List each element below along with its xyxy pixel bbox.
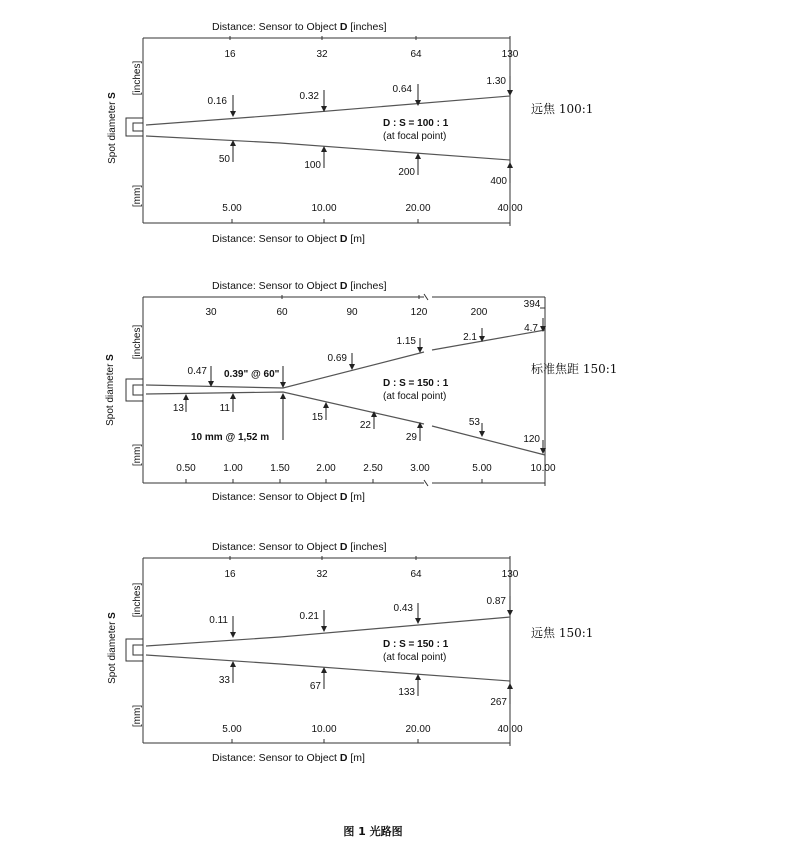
unit-mm-label: [mm] xyxy=(132,443,143,467)
upper-spot-label: 0.43 xyxy=(393,603,413,614)
upper-spot-label: 1.15 xyxy=(396,336,416,347)
upper-spot-label: 0.32 xyxy=(299,91,319,102)
lower-spot-label: 400 xyxy=(490,176,507,187)
focal-point-note: (at focal point) xyxy=(383,652,447,663)
inch-tick-label: 90 xyxy=(346,307,358,318)
unit-mm-label: [mm] xyxy=(132,704,143,728)
y-axis-label: Spot diameter S xyxy=(107,612,118,684)
diagram-frame xyxy=(143,297,545,486)
inch-tick-label: 394 xyxy=(523,299,541,310)
m-tick-label: 10.00 xyxy=(311,724,337,735)
diagram-frame xyxy=(143,556,510,746)
unit-inches-label: [inches] xyxy=(132,60,143,96)
m-tick-marks xyxy=(232,739,418,743)
figure-caption: 图 1 光路图 xyxy=(343,825,403,838)
m-tick-label: 3.00 xyxy=(410,463,430,474)
ratio-label: D : S = 100 : 1 xyxy=(383,118,449,129)
diagram-far-focus-100 xyxy=(107,21,593,245)
focal-point-note: (at focal point) xyxy=(383,391,447,402)
lower-spot-label: 33 xyxy=(218,675,230,686)
side-label-far-focus-150: 远焦 150:1 xyxy=(531,626,594,640)
m-tick-marks xyxy=(186,479,482,483)
m-tick-label: 1.00 xyxy=(223,463,243,474)
lower-spot-label: 267 xyxy=(490,697,507,708)
m-tick-label: 40.00 xyxy=(497,724,523,735)
upper-spot-label: 0.69 xyxy=(327,353,347,364)
inch-tick-label: 120 xyxy=(410,307,428,318)
sensor-outer-icon xyxy=(126,379,143,401)
m-tick-label: 5.00 xyxy=(222,203,242,214)
lower-spot-label: 100 xyxy=(304,160,321,171)
diagram-far-focus-150 xyxy=(107,541,593,764)
lower-spot-label: 50 xyxy=(218,154,230,165)
beam-upper-edge xyxy=(146,617,510,646)
sensor-inner-icon xyxy=(133,123,143,131)
m-tick-label: 5.00 xyxy=(222,724,242,735)
m-tick-label: 20.00 xyxy=(405,724,431,735)
lower-spot-label: 120 xyxy=(523,434,540,445)
beam-lower-edge xyxy=(146,136,510,160)
m-tick-label: 2.00 xyxy=(316,463,336,474)
side-label-standard-focus-150: 标准焦距 150:1 xyxy=(531,362,618,376)
inch-tick-label: 32 xyxy=(316,49,328,60)
inch-tick-label: 16 xyxy=(224,569,236,580)
inch-tick-label: 16 xyxy=(224,49,236,60)
sensor-inner-icon xyxy=(133,385,143,395)
upper-spot-label: 0.47 xyxy=(187,366,207,377)
lower-spot-label: 53 xyxy=(468,417,480,428)
upper-spot-label: 0.21 xyxy=(299,611,319,622)
upper-spot-label: 2.1 xyxy=(463,332,477,343)
upper-dimension-arrows xyxy=(230,76,513,117)
top-axis-title: Distance: Sensor to Object D [inches] xyxy=(212,21,387,33)
lower-spot-label: 200 xyxy=(398,167,415,178)
m-tick-label: 5.00 xyxy=(472,463,492,474)
upper-spot-label: 0.64 xyxy=(392,84,412,95)
lower-spot-label: 11 xyxy=(219,403,230,414)
m-tick-label: 1.50 xyxy=(270,463,290,474)
y-axis-label: Spot diameter S xyxy=(105,354,116,426)
bottom-axis-title: Distance: Sensor to Object D [m] xyxy=(212,233,365,245)
upper-spot-label: 0.11 xyxy=(209,615,228,626)
inch-tick-label: 200 xyxy=(470,307,488,318)
focal-point-note: (at focal point) xyxy=(383,131,447,142)
top-axis-title: Distance: Sensor to Object D [inches] xyxy=(212,280,387,292)
focal-upper-label: 0.39" @ 60" xyxy=(224,369,280,380)
m-tick-label: 10.00 xyxy=(311,203,337,214)
unit-inches-label: [inches] xyxy=(132,582,143,618)
m-tick-label: 20.00 xyxy=(405,203,431,214)
inch-tick-label: 32 xyxy=(316,569,328,580)
upper-spot-label: 0.87 xyxy=(486,596,506,607)
upper-spot-label: 4.7 xyxy=(524,323,538,334)
beam-upper-edge xyxy=(146,96,510,125)
ratio-label: D : S = 150 : 1 xyxy=(383,378,449,389)
m-tick-label: 10.00 xyxy=(530,463,556,474)
lower-spot-label: 15 xyxy=(311,412,323,423)
m-tick-label: 40.00 xyxy=(497,203,523,214)
y-axis-label: Spot diameter S xyxy=(107,92,118,164)
lower-spot-label: 22 xyxy=(359,420,371,431)
inch-tick-label: 64 xyxy=(410,49,422,60)
focal-lower-label: 10 mm @ 1,52 m xyxy=(191,432,270,443)
ratio-label: D : S = 150 : 1 xyxy=(383,639,449,650)
m-tick-label: 2.50 xyxy=(363,463,383,474)
bottom-axis-title: Distance: Sensor to Object D [m] xyxy=(212,491,365,503)
m-tick-label: 0.50 xyxy=(176,463,196,474)
inch-tick-label: 60 xyxy=(276,307,288,318)
unit-mm-label: [mm] xyxy=(132,184,143,208)
beam-lower-edge xyxy=(146,392,545,455)
inch-tick-label: 130 xyxy=(501,49,519,60)
upper-dimension-arrows xyxy=(230,596,513,638)
lower-dimension-arrows xyxy=(230,140,513,183)
inch-tick-label: 64 xyxy=(410,569,422,580)
bottom-axis-title: Distance: Sensor to Object D [m] xyxy=(212,752,365,764)
lower-spot-label: 67 xyxy=(309,681,321,692)
lower-spot-label: 29 xyxy=(405,432,417,443)
unit-inches-label: [inches] xyxy=(132,324,143,360)
lower-spot-label: 13 xyxy=(172,403,184,414)
side-label-far-focus-100: 远焦 100:1 xyxy=(531,102,594,116)
upper-spot-label: 0.16 xyxy=(207,96,227,107)
diagram-frame xyxy=(143,36,510,226)
beam-lower-edge xyxy=(146,655,510,681)
m-tick-marks xyxy=(232,219,418,223)
diagram-standard-focus-150 xyxy=(105,280,617,503)
top-axis-title: Distance: Sensor to Object D [inches] xyxy=(212,541,387,553)
lower-spot-label: 133 xyxy=(398,687,415,698)
inch-tick-label: 30 xyxy=(205,307,217,318)
sensor-outer-icon xyxy=(126,639,143,661)
axis-break-marks xyxy=(424,294,428,486)
inch-tick-label: 130 xyxy=(501,569,519,580)
sensor-inner-icon xyxy=(133,645,143,655)
sensor-outer-icon xyxy=(126,118,143,136)
lower-dimension-arrows xyxy=(230,661,513,704)
upper-spot-label: 1.30 xyxy=(486,76,506,87)
